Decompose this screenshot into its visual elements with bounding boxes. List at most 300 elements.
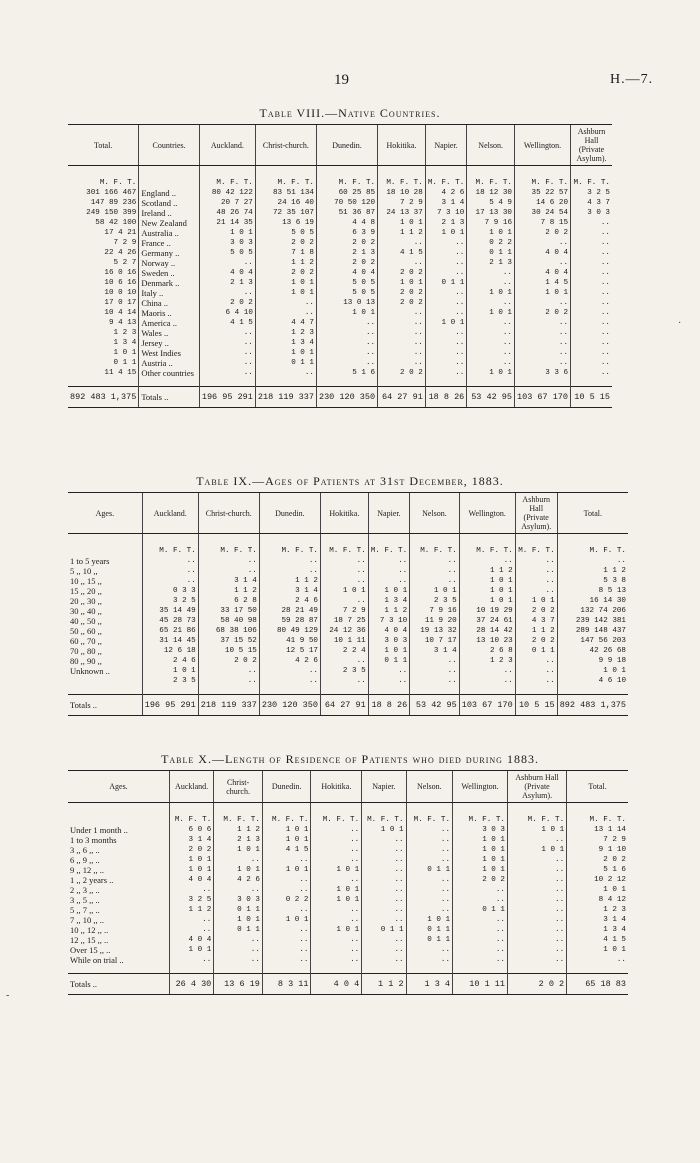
data-cell: 2 0 2 [169, 845, 213, 855]
row-label: 80 ,, 90 ,, [70, 656, 102, 666]
data-cell: 1 0 1 [262, 915, 311, 925]
column-header: Christ-church. [255, 125, 316, 166]
data-cell: 0 1 1 [255, 358, 316, 368]
table-row [68, 915, 628, 925]
data-cell: .. [259, 566, 320, 576]
data-cell: 7 2 9 [378, 198, 426, 208]
row-label: 50 ,, 60 ,, [70, 626, 102, 636]
data-cell: 1 0 1 [467, 308, 515, 318]
data-cell: 4 0 4 [515, 248, 571, 258]
data-cell: .. [453, 935, 508, 945]
row-label: Other countries [139, 368, 200, 378]
data-cell: .. [199, 288, 255, 298]
data-cell: 1 1 2 [214, 825, 263, 835]
data-cell: 12 5 17 [259, 646, 320, 656]
mft-subheader: M. F. T. [142, 534, 198, 557]
data-cell: 5 2 7 [113, 259, 137, 267]
data-cell: .. [467, 328, 515, 338]
data-cell: 35 22 57 [515, 188, 571, 198]
data-cell: 13 10 23 [459, 636, 515, 646]
totals-label: Totals .. [68, 974, 169, 995]
data-cell: .. [142, 566, 198, 576]
data-cell: 1 1 2 [459, 566, 515, 576]
page-number: 19 [334, 72, 349, 88]
table-row [68, 566, 628, 576]
data-cell: .. [311, 935, 362, 945]
data-cell: .. [410, 566, 460, 576]
row-label: Maoris .. [139, 308, 200, 318]
data-cell: .. [214, 885, 263, 895]
data-cell: 4 0 4 [169, 935, 213, 945]
table-row [68, 895, 628, 905]
data-cell: 2 1 3 [425, 218, 466, 228]
data-cell: .. [199, 348, 255, 358]
mft-subheader: M. F. T. [198, 534, 259, 557]
data-cell: 3 0 3 [571, 208, 612, 218]
row-label: China .. [139, 298, 200, 308]
row-label: 12 ,, 15 ,, .. [70, 935, 109, 945]
data-cell: 13 0 13 [316, 298, 377, 308]
data-cell: .. [507, 865, 566, 875]
data-cell: .. [311, 905, 362, 915]
row-label: Scotland .. [139, 198, 200, 208]
data-cell: .. [467, 278, 515, 288]
data-cell: 5 1 6 [316, 368, 377, 378]
data-cell: 2 0 2 [567, 855, 628, 865]
table-row [68, 208, 612, 218]
data-cell: .. [515, 666, 557, 676]
data-cell: 0 1 1 [368, 656, 409, 666]
data-cell: 1 0 1 [453, 855, 508, 865]
data-cell: .. [362, 865, 406, 875]
totals-cell: 218 119 337 [255, 387, 316, 408]
data-cell: .. [406, 845, 452, 855]
data-cell: .. [368, 556, 409, 566]
data-cell: 8 5 13 [557, 586, 628, 596]
data-cell: .. [255, 308, 316, 318]
row-label: Wales .. [139, 328, 200, 338]
row-label: 20 ,, 30 ,, [70, 596, 102, 606]
row-label: 60 ,, 70 ,, [70, 636, 102, 646]
data-cell: .. [459, 666, 515, 676]
data-cell: 1 0 1 [255, 288, 316, 298]
totals-label: Totals .. [139, 387, 200, 408]
mft-subheader: M. F. T. [99, 179, 137, 187]
data-cell: 3 1 4 [169, 835, 213, 845]
data-cell: .. [515, 298, 571, 308]
data-cell: 1 3 4 [567, 925, 628, 935]
data-cell: 1 0 1 [515, 596, 557, 606]
data-cell: 4 0 4 [515, 268, 571, 278]
data-cell: .. [515, 676, 557, 686]
data-cell: 2 0 2 [378, 288, 426, 298]
table-row [68, 885, 628, 895]
data-cell: 5 0 5 [316, 288, 377, 298]
data-cell: 7 9 16 [410, 606, 460, 616]
data-cell: .. [515, 348, 571, 358]
data-cell: .. [571, 368, 612, 378]
data-cell: 4 4 7 [255, 318, 316, 328]
mft-subheader: M. F. T. [169, 803, 213, 826]
column-header: Wellington. [453, 771, 508, 803]
data-cell: .. [362, 835, 406, 845]
table-row [68, 865, 628, 875]
data-cell: 1 0 1 [459, 586, 515, 596]
row-label: 1 ,, 2 years .. [70, 875, 114, 885]
data-cell: 1 0 1 [467, 368, 515, 378]
data-cell: .. [507, 935, 566, 945]
column-header: Auckland. [169, 771, 213, 803]
data-cell: .. [571, 278, 612, 288]
data-cell: .. [507, 885, 566, 895]
data-cell: 1 0 1 [214, 845, 263, 855]
data-cell: .. [169, 955, 213, 965]
data-cell: .. [425, 248, 466, 258]
data-cell: .. [406, 885, 452, 895]
data-cell: 7 9 16 [467, 218, 515, 228]
table-row [68, 925, 628, 935]
column-header: Ashburn Hall (Private Asylum). [571, 125, 612, 166]
data-cell: .. [425, 258, 466, 268]
data-cell: 3 1 4 [425, 198, 466, 208]
data-cell: 1 0 1 [142, 666, 198, 676]
data-cell: .. [425, 308, 466, 318]
data-cell: 10 7 17 [410, 636, 460, 646]
data-cell: 9 4 13 [108, 319, 137, 327]
data-cell: 2 0 2 [378, 368, 426, 378]
data-cell: .. [507, 835, 566, 845]
ages-of-patients-table [68, 492, 628, 716]
data-cell: .. [453, 955, 508, 965]
data-cell: 0 1 1 [406, 935, 452, 945]
data-cell: 1 0 1 [262, 825, 311, 835]
column-header: Hokitika. [378, 125, 426, 166]
data-cell: 9 9 18 [557, 656, 628, 666]
spacer-cell [139, 166, 200, 189]
totals-cell: 103 67 170 [515, 387, 571, 408]
totals-cell: 2 0 2 [507, 974, 566, 995]
data-cell: 3 0 3 [199, 238, 255, 248]
data-cell: 7 8 15 [515, 218, 571, 228]
data-cell: 1 0 1 [214, 915, 263, 925]
column-header: Hokitika. [320, 493, 368, 534]
data-cell: 4 0 4 [368, 626, 409, 636]
column-header: Napier. [368, 493, 409, 534]
data-cell: 4 1 5 [567, 935, 628, 945]
row-label: 15 ,, 20 ,, [70, 586, 102, 596]
totals-cell: 230 120 350 [259, 695, 320, 716]
data-cell: 1 0 1 [378, 278, 426, 288]
data-cell: .. [571, 348, 612, 358]
row-label: 3 ,, 5 ,, .. [70, 895, 100, 905]
table8-title: Table VIII.—Native Countries. [259, 106, 441, 120]
totals-label: Totals .. [68, 695, 142, 716]
table-row [68, 298, 612, 308]
data-cell: .. [425, 358, 466, 368]
data-cell: 7 2 9 [113, 239, 137, 247]
data-cell: 4 1 5 [262, 845, 311, 855]
data-cell: 1 1 2 [198, 586, 259, 596]
data-cell: 58 42 100 [95, 219, 137, 227]
data-cell: .. [507, 855, 566, 865]
data-cell: .. [214, 945, 263, 955]
row-label: New Zealand [139, 218, 200, 228]
totals-cell: 230 120 350 [316, 387, 377, 408]
row-label: Denmark .. [139, 278, 200, 288]
column-header: Nelson. [406, 771, 452, 803]
table-row [68, 288, 612, 298]
data-cell: .. [362, 945, 406, 955]
data-cell: .. [507, 875, 566, 885]
data-cell: .. [378, 328, 426, 338]
data-cell: .. [320, 576, 368, 586]
totals-cell: 65 18 83 [567, 974, 628, 995]
row-label: 70 ,, 80 ,, [70, 646, 102, 656]
table-row [68, 238, 612, 248]
data-cell: .. [571, 238, 612, 248]
data-cell: 1 0 1 [567, 945, 628, 955]
data-cell: 3 1 4 [567, 915, 628, 925]
table-row [68, 576, 628, 586]
data-cell: .. [425, 348, 466, 358]
totals-cell: 64 27 91 [378, 387, 426, 408]
data-cell: 1 0 1 [262, 835, 311, 845]
data-cell: 4 0 4 [316, 268, 377, 278]
data-cell: 1 0 1 [311, 885, 362, 895]
data-cell: 147 89 236 [90, 199, 137, 207]
mft-subheader: M. F. T. [425, 166, 466, 189]
data-cell: 132 74 206 [557, 606, 628, 616]
data-cell: 1 1 2 [557, 566, 628, 576]
data-cell: 19 13 32 [410, 626, 460, 636]
column-header: Dunedin. [262, 771, 311, 803]
data-cell: 1 0 1 [507, 825, 566, 835]
data-cell: 2 1 3 [199, 278, 255, 288]
data-cell: .. [571, 308, 612, 318]
data-cell: 1 0 1 [316, 308, 377, 318]
data-cell: .. [262, 955, 311, 965]
data-cell: 1 2 3 [459, 656, 515, 666]
data-cell: 2 4 6 [259, 596, 320, 606]
data-cell: 22 4 26 [104, 249, 137, 257]
totals-cell: 1 3 4 [406, 974, 452, 995]
column-header: Napier. [425, 125, 466, 166]
table-row [68, 945, 628, 955]
data-cell: 10 19 29 [459, 606, 515, 616]
data-cell: 2 0 2 [515, 636, 557, 646]
data-cell: 7 2 9 [567, 835, 628, 845]
totals-cell: 103 67 170 [459, 695, 515, 716]
data-cell: .. [410, 576, 460, 586]
row-label: Austria .. [139, 358, 200, 368]
data-cell: 83 51 134 [255, 188, 316, 198]
row-label: Jersey .. [139, 338, 200, 348]
data-cell: .. [557, 556, 628, 566]
column-header: Total. [68, 125, 139, 166]
data-cell: .. [169, 885, 213, 895]
data-cell: 1 0 1 [425, 318, 466, 328]
data-cell: .. [453, 915, 508, 925]
column-header: Napier. [362, 771, 406, 803]
data-cell: 0 1 1 [515, 646, 557, 656]
data-cell: .. [571, 328, 612, 338]
data-cell: 80 49 129 [259, 626, 320, 636]
column-header: Dunedin. [316, 125, 377, 166]
data-cell: .. [571, 288, 612, 298]
data-cell: 28 14 42 [459, 626, 515, 636]
data-cell: .. [515, 656, 557, 666]
data-cell: 1 2 3 [113, 329, 137, 337]
data-cell: 1 0 1 [453, 835, 508, 845]
data-cell: .. [199, 368, 255, 378]
data-cell: 65 21 86 [142, 626, 198, 636]
mft-subheader: M. F. T. [255, 166, 316, 189]
data-cell: 7 3 10 [368, 616, 409, 626]
table-row [68, 328, 612, 338]
data-cell: 4 0 4 [169, 875, 213, 885]
data-cell: .. [467, 268, 515, 278]
data-cell: 37 24 61 [459, 616, 515, 626]
data-cell: .. [262, 875, 311, 885]
data-cell: .. [362, 895, 406, 905]
data-cell: 2 4 6 [142, 656, 198, 666]
data-cell: .. [362, 955, 406, 965]
data-cell: 33 17 50 [198, 606, 259, 616]
totals-cell: 53 42 95 [410, 695, 460, 716]
data-cell: .. [571, 228, 612, 238]
mft-subheader: M. F. T. [316, 166, 377, 189]
data-cell: 68 38 106 [198, 626, 259, 636]
data-cell: .. [406, 875, 452, 885]
data-cell: 2 0 2 [515, 228, 571, 238]
data-cell: 1 0 1 [169, 865, 213, 875]
data-cell: .. [316, 358, 377, 368]
data-cell: 14 6 20 [515, 198, 571, 208]
data-cell: 1 0 1 [453, 865, 508, 875]
column-header: Ages. [68, 771, 169, 803]
data-cell: .. [362, 905, 406, 915]
data-cell: 17 4 21 [104, 229, 137, 237]
data-cell: .. [198, 566, 259, 576]
data-cell: 24 16 40 [255, 198, 316, 208]
data-cell: .. [378, 338, 426, 348]
data-cell: 2 0 2 [316, 258, 377, 268]
spacer-cell [68, 534, 142, 557]
table-row [68, 935, 628, 945]
table-row [68, 616, 628, 626]
data-cell: 1 0 1 [453, 845, 508, 855]
table-row [68, 318, 612, 328]
column-header: Total. [557, 493, 628, 534]
data-cell: 1 0 1 [311, 925, 362, 935]
table-row [68, 248, 612, 258]
data-cell: 1 0 1 [262, 865, 311, 875]
data-cell: 2 0 2 [378, 268, 426, 278]
data-cell: 1 0 1 [169, 945, 213, 955]
row-label: Germany .. [139, 248, 200, 258]
table-row [68, 875, 628, 885]
data-cell: 5 1 6 [567, 865, 628, 875]
data-cell: .. [311, 855, 362, 865]
data-cell: 1 0 1 [362, 825, 406, 835]
data-cell: 6 0 6 [169, 825, 213, 835]
data-cell: .. [567, 955, 628, 965]
data-cell: .. [311, 915, 362, 925]
data-cell: .. [320, 676, 368, 686]
data-cell: .. [199, 338, 255, 348]
data-cell: .. [571, 358, 612, 368]
data-cell: 4 2 6 [214, 875, 263, 885]
data-cell: 10 5 15 [198, 646, 259, 656]
table-row [68, 198, 612, 208]
data-cell: .. [425, 328, 466, 338]
data-cell: 1 3 4 [368, 596, 409, 606]
data-cell: .. [406, 895, 452, 905]
data-cell: 4 1 5 [199, 318, 255, 328]
data-cell: .. [515, 358, 571, 368]
data-cell: 80 42 122 [199, 188, 255, 198]
data-cell: 2 1 3 [467, 258, 515, 268]
data-cell: .. [410, 676, 460, 686]
data-cell: .. [515, 556, 557, 566]
mft-subheader: M. F. T. [467, 166, 515, 189]
data-cell: 18 12 30 [467, 188, 515, 198]
data-cell: 2 0 2 [255, 268, 316, 278]
data-cell: .. [259, 666, 320, 676]
table-row [68, 308, 612, 318]
table-row [68, 666, 628, 676]
data-cell: 18 10 28 [378, 188, 426, 198]
column-header: Christ-church. [198, 493, 259, 534]
data-cell: .. [425, 238, 466, 248]
data-cell: 5 0 5 [199, 248, 255, 258]
mft-subheader: M. F. T. [567, 803, 628, 826]
data-cell: 2 3 5 [142, 676, 198, 686]
data-cell: .. [316, 318, 377, 328]
table-row [68, 955, 628, 965]
data-cell: .. [142, 556, 198, 566]
data-cell: .. [571, 258, 612, 268]
data-cell: 0 1 1 [214, 905, 263, 915]
data-cell: .. [453, 885, 508, 895]
data-cell: 17 0 17 [104, 299, 137, 307]
data-cell: .. [406, 945, 452, 955]
data-cell: .. [320, 556, 368, 566]
data-cell: .. [406, 855, 452, 865]
data-cell: 3 1 4 [410, 646, 460, 656]
data-cell: .. [368, 666, 409, 676]
table-row [68, 656, 628, 666]
data-cell: .. [459, 556, 515, 566]
row-label: Norway .. [139, 258, 200, 268]
data-cell: .. [259, 676, 320, 686]
margin-mark: - [6, 990, 10, 1001]
data-cell: .. [362, 935, 406, 945]
row-label: Over 15 ,, .. [70, 945, 111, 955]
data-cell: 1 1 2 [378, 228, 426, 238]
data-cell: 41 9 50 [259, 636, 320, 646]
data-cell: .. [507, 945, 566, 955]
row-label: France .. [139, 238, 200, 248]
row-label: 1 to 5 years [70, 556, 110, 566]
data-cell: .. [362, 875, 406, 885]
data-cell: 4 3 7 [571, 198, 612, 208]
row-label: 1 to 3 months [70, 835, 117, 845]
data-cell: 58 40 98 [198, 616, 259, 626]
data-cell: 2 1 3 [316, 248, 377, 258]
data-cell: 3 0 3 [453, 825, 508, 835]
row-label: Sweden .. [139, 268, 200, 278]
